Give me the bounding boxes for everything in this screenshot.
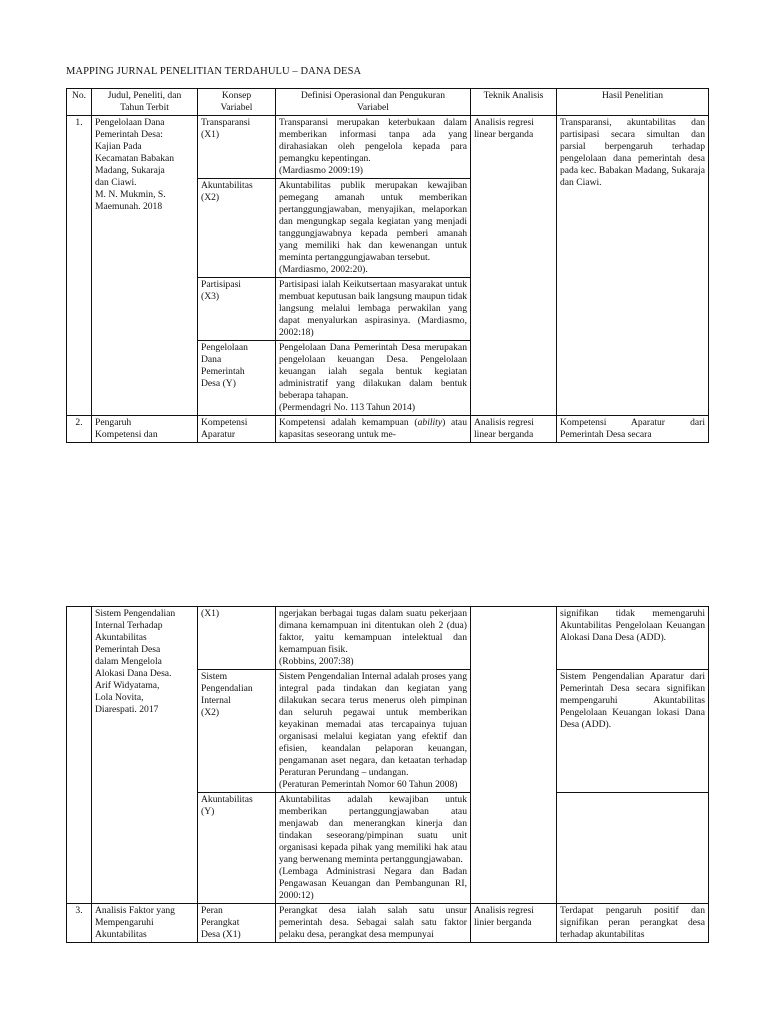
row-number: 3. xyxy=(67,904,92,943)
table-row xyxy=(67,416,709,443)
research-result-cell: Sistem Pengendalian Aparatur dari Pemerintah Desa secara signifikan mempengaruhi Akuntabilitas Pengelolaan Keuangan lokasi Dana Desa (ADD). xyxy=(557,670,709,793)
study-title-cell: Pengaruh Kompetensi dan xyxy=(92,416,198,443)
row-number: 1. xyxy=(67,116,92,416)
variable-concept-cell: Sistem Pengendalian Internal (X2) xyxy=(198,670,276,793)
study-title-cell: Analisis Faktor yang Mempengaruhi Akuntabilitas xyxy=(92,904,198,943)
definition-italic-term: ability xyxy=(417,417,443,428)
variable-definition-cell: Sistem Pengendalian Internal adalah proses yang integral pada tindakan dan kegiatan yang dilakukan secara terus menerus oleh pimpinan dan seluruh pegawai untuk memberikan keyakinan memadai atas tercapainya tujuan organisasi melalui kegiatan yang efektif dan efisien, keandalan pelaporan keuangan, pengamanan aset negara, dan ketaatan terhadap Peraturan Perundang – undangan. (Peraturan Pemerintah Nomor 60 Tahun 2008) xyxy=(276,670,471,793)
variable-concept-cell: Partisipasi (X3) xyxy=(198,278,276,341)
header-hasil: Hasil Penelitian xyxy=(557,89,709,116)
header-judul: Judul, Peneliti, dan Tahun Terbit xyxy=(92,89,198,116)
study-title-cell: Pengelolaan Dana Pemerintah Desa: Kajian Pada Kecamatan Babakan Madang, Sukaraja dan Ciawi. M. N. Mukmin, S. Maemunah. 2018 xyxy=(92,116,198,416)
variable-definition-cell: Akuntabilitas publik merupakan kewajiban pemegang amanah untuk memberikan pertanggungjawaban, menyajikan, melaporkan dan mengungkap segala kegiatan yang menjadi tanggungjawabnya kepada pemberi amanah yang memiliki hak dan kewenangan untuk meminta pertanggungjawaban tersebut. (Mardiasmo, 2002:20). xyxy=(276,179,471,278)
variable-definition-cell: Partisipasi ialah Keikutsertaan masyarakat untuk membuat keputusan baik langsung maupun tidak langsung melalui lembaga perwakilan yang dapat menyalurkan aspirasinya. (Mardiasmo, 2002:18) xyxy=(276,278,471,341)
row-number: 2. xyxy=(67,416,92,443)
study-title-cell: Sistem Pengendalian Internal Terhadap Akuntabilitas Pemerintah Desa dalam Mengelola Alokasi Dana Desa. Arif Widyatama, Lola Novita, Diarespati. 2017 xyxy=(92,607,198,904)
table-row xyxy=(67,904,709,943)
variable-definition-cell: Pengelolaan Dana Pemerintah Desa merupakan pengelolaan keuangan Desa. Pengelolaan keuangan ialah segala bentuk kegiatan administratif yang dilakukan dalam bentuk beberapa tahapan. (Permendagri No. 113 Tahun 2014) xyxy=(276,341,471,416)
variable-concept-cell: Kompetensi Aparatur xyxy=(198,416,276,443)
table-header-row xyxy=(67,89,709,116)
table-row xyxy=(67,116,709,179)
definition-text: Kompetensi adalah kemampuan ( xyxy=(279,417,418,428)
table-row xyxy=(67,607,709,670)
variable-concept-cell: (X1) xyxy=(198,607,276,670)
variable-definition-cell: Akuntabilitas adalah kewajiban untuk memberikan pertanggungjawaban atau menjawab dan menerangkan kinerja dan tindakan seseorang/pimpinan suatu unit organisasi kepada pihak yang memiliki hak atau yang berwenang meminta pertanggungjawaban. (Lembaga Administrasi Negara dan Badan Pengawasan Keuangan dan Pembangunan RI, 2000:12) xyxy=(276,793,471,904)
variable-definition-cell: Transparansi merupakan keterbukaan dalam memberikan informasi tanpa ada yang dirahasiakan oleh pengelola kepada para pemangku kepentingan. (Mardiasmo 2009:19) xyxy=(276,116,471,179)
header-no: No. xyxy=(67,89,92,116)
research-result-cell: Transparansi, akuntabilitas dan partisipasi secara simultan dan parsial berpengaruh terhadap pengelolaan dana pemerintah desa pada kec. Babakan Madang, Sukaraja dan Ciawi. xyxy=(557,116,709,416)
analysis-technique-cell xyxy=(471,607,557,904)
variable-concept-cell: Akuntabilitas (Y) xyxy=(198,793,276,904)
variable-concept-cell: Akuntabilitas (X2) xyxy=(198,179,276,278)
page-title: MAPPING JURNAL PENELITIAN TERDAHULU – DANA DESA xyxy=(66,66,362,77)
variable-concept-cell: Peran Perangkat Desa (X1) xyxy=(198,904,276,943)
variable-definition-cell: Perangkat desa ialah salah satu unsur pemerintah desa. Sebagai salah satu faktor pelaku desa, perangkat desa mempunyai xyxy=(276,904,471,943)
research-result-cell: signifikan tidak memengaruhi Akuntabilitas Pengelolaan Keuangan Alokasi Dana Desa (ADD). xyxy=(557,607,709,670)
variable-definition-cell: ngerjakan berbagai tugas dalam suatu pekerjaan dimana kemampuan ini ditentukan oleh 2 (dua) faktor, yaitu kemampuan intelektual dan kemampuan fisik. (Robbins, 2007:38) xyxy=(276,607,471,670)
variable-concept-cell: Transparansi (X1) xyxy=(198,116,276,179)
research-result-cell: Terdapat pengaruh positif dan signifikan peran perangkat desa terhadap akuntabilitas xyxy=(557,904,709,943)
mapping-table-part-1 xyxy=(66,88,709,443)
row-number xyxy=(67,607,92,904)
header-definisi: Definisi Operasional dan Pengukuran Variabel xyxy=(276,89,471,116)
variable-concept-cell: Pengelolaan Dana Pemerintah Desa (Y) xyxy=(198,341,276,416)
mapping-table-part-2 xyxy=(66,606,709,943)
header-teknik: Teknik Analisis xyxy=(471,89,557,116)
variable-definition-cell xyxy=(276,416,471,443)
header-konsep: Konsep Variabel xyxy=(198,89,276,116)
analysis-technique-cell: Analisis regresi linear berganda xyxy=(471,116,557,416)
analysis-technique-cell: Analisis regresi linier berganda xyxy=(471,904,557,943)
definition-text: ) atau kapasitas seseorang untuk me- xyxy=(279,417,467,440)
research-result-cell: Kompetensi Aparatur dari Pemerintah Desa secara xyxy=(557,416,709,443)
research-result-cell xyxy=(557,793,709,904)
analysis-technique-cell: Analisis regresi linear berganda xyxy=(471,416,557,443)
